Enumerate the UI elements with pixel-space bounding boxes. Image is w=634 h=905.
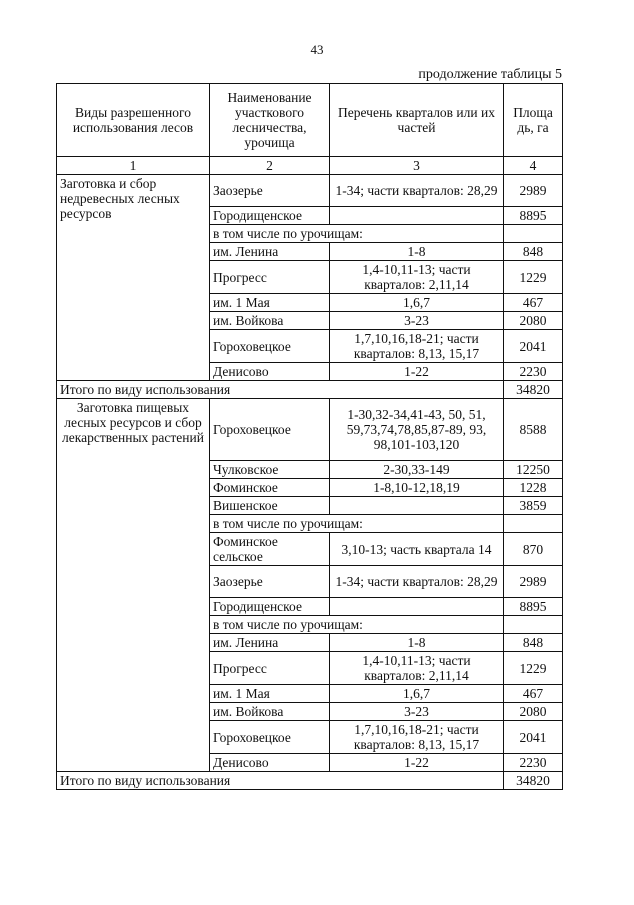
subgroup-label-cell: в том числе по урочищам: bbox=[210, 515, 504, 533]
quarters-cell: 1-30,32-34,41-43, 50, 51, 59,73,74,78,85,87-89, 93, 98,101-103,120 bbox=[330, 399, 504, 461]
usage-type-cell: Заготовка и сбор недревесных лесных ресурсов bbox=[57, 175, 210, 381]
forestry-name-cell: им. Ленина bbox=[210, 243, 330, 261]
quarters-cell: 1,6,7 bbox=[330, 685, 504, 703]
page-number: 43 bbox=[310, 42, 324, 57]
total-area: 34820 bbox=[504, 772, 563, 790]
quarters-cell: 1,6,7 bbox=[330, 294, 504, 312]
area-cell: 8895 bbox=[504, 598, 563, 616]
column-number: 3 bbox=[330, 157, 504, 175]
quarters-cell: 3,10-13; часть квартала 14 bbox=[330, 533, 504, 566]
quarters-cell: 1-8 bbox=[330, 634, 504, 652]
area-cell: 8588 bbox=[504, 399, 563, 461]
area-cell: 870 bbox=[504, 533, 563, 566]
quarters-cell bbox=[330, 598, 504, 616]
total-label: Итого по виду использования bbox=[57, 381, 504, 399]
area-cell: 2989 bbox=[504, 175, 563, 207]
quarters-cell: 3-23 bbox=[330, 703, 504, 721]
forestry-name-cell: Гороховецкое bbox=[210, 330, 330, 363]
forestry-name-cell: Заозерье bbox=[210, 175, 330, 207]
forestry-name-cell: Чулковское bbox=[210, 461, 330, 479]
forestry-name-cell: им. 1 Мая bbox=[210, 685, 330, 703]
area-cell: 467 bbox=[504, 294, 563, 312]
forestry-name-cell: Прогресс bbox=[210, 261, 330, 294]
continuation-label: продолжение таблицы 5 bbox=[418, 67, 562, 82]
area-cell: 467 bbox=[504, 685, 563, 703]
table-row bbox=[57, 175, 563, 207]
forestry-name-cell: Гороховецкое bbox=[210, 399, 330, 461]
forestry-name-cell: Вишенское bbox=[210, 497, 330, 515]
forestry-name-cell: Городищенское bbox=[210, 598, 330, 616]
forest-usage-table bbox=[56, 83, 563, 790]
forestry-name-cell: им. Войкова bbox=[210, 703, 330, 721]
area-cell: 2080 bbox=[504, 312, 563, 330]
total-row bbox=[57, 772, 563, 790]
column-number-row bbox=[57, 157, 563, 175]
quarters-cell: 1-22 bbox=[330, 363, 504, 381]
forestry-name-cell: им. 1 Мая bbox=[210, 294, 330, 312]
quarters-cell: 1-34; части кварталов: 28,29 bbox=[330, 566, 504, 598]
quarters-cell: 1,4-10,11-13; части кварталов: 2,11,14 bbox=[330, 652, 504, 685]
area-cell: 2080 bbox=[504, 703, 563, 721]
forestry-name-cell: Фоминское сельское bbox=[210, 533, 330, 566]
forestry-name-cell: Денисово bbox=[210, 754, 330, 772]
quarters-cell: 2-30,33-149 bbox=[330, 461, 504, 479]
area-cell: 8895 bbox=[504, 207, 563, 225]
area-cell: 1229 bbox=[504, 652, 563, 685]
quarters-cell bbox=[330, 207, 504, 225]
quarters-cell: 1-34; части кварталов: 28,29 bbox=[330, 175, 504, 207]
header-area: Площа дь, га bbox=[504, 84, 563, 157]
forestry-name-cell: Денисово bbox=[210, 363, 330, 381]
area-cell: 2230 bbox=[504, 363, 563, 381]
quarters-cell: 1,7,10,16,18-21; части кварталов: 8,13, 15,17 bbox=[330, 721, 504, 754]
column-number: 2 bbox=[210, 157, 330, 175]
column-number: 1 bbox=[57, 157, 210, 175]
quarters-cell: 1,4-10,11-13; части кварталов: 2,11,14 bbox=[330, 261, 504, 294]
total-label: Итого по виду использования bbox=[57, 772, 504, 790]
quarters-cell: 1-8 bbox=[330, 243, 504, 261]
area-cell bbox=[504, 616, 563, 634]
subgroup-label-cell: в том числе по урочищам: bbox=[210, 225, 504, 243]
quarters-cell: 1-22 bbox=[330, 754, 504, 772]
forestry-name-cell: Заозерье bbox=[210, 566, 330, 598]
subgroup-label-cell: в том числе по урочищам: bbox=[210, 616, 504, 634]
total-row bbox=[57, 381, 563, 399]
header-usage-type: Виды разрешенного использования лесов bbox=[57, 84, 210, 157]
table-row bbox=[57, 399, 563, 461]
area-cell bbox=[504, 515, 563, 533]
forestry-name-cell: Прогресс bbox=[210, 652, 330, 685]
area-cell: 12250 bbox=[504, 461, 563, 479]
quarters-cell bbox=[330, 497, 504, 515]
usage-type-cell: Заготовка пищевых лесных ресурсов и сбор лекарственных растений bbox=[57, 399, 210, 772]
header-quarters: Перечень кварталов или их частей bbox=[330, 84, 504, 157]
area-cell: 848 bbox=[504, 243, 563, 261]
area-cell: 2230 bbox=[504, 754, 563, 772]
area-cell: 2989 bbox=[504, 566, 563, 598]
quarters-cell: 1-8,10-12,18,19 bbox=[330, 479, 504, 497]
area-cell: 1229 bbox=[504, 261, 563, 294]
area-cell: 848 bbox=[504, 634, 563, 652]
total-area: 34820 bbox=[504, 381, 563, 399]
forestry-name-cell: им. Ленина bbox=[210, 634, 330, 652]
column-number: 4 bbox=[504, 157, 563, 175]
quarters-cell: 3-23 bbox=[330, 312, 504, 330]
forestry-name-cell: Фоминское bbox=[210, 479, 330, 497]
header-forestry-name: Наименование участкового лесничества, урочища bbox=[210, 84, 330, 157]
area-cell: 1228 bbox=[504, 479, 563, 497]
quarters-cell: 1,7,10,16,18-21; части кварталов: 8,13, 15,17 bbox=[330, 330, 504, 363]
area-cell bbox=[504, 225, 563, 243]
forestry-name-cell: им. Войкова bbox=[210, 312, 330, 330]
forestry-name-cell: Гороховецкое bbox=[210, 721, 330, 754]
area-cell: 2041 bbox=[504, 330, 563, 363]
area-cell: 2041 bbox=[504, 721, 563, 754]
table-header-row bbox=[57, 84, 563, 157]
area-cell: 3859 bbox=[504, 497, 563, 515]
forestry-name-cell: Городищенское bbox=[210, 207, 330, 225]
